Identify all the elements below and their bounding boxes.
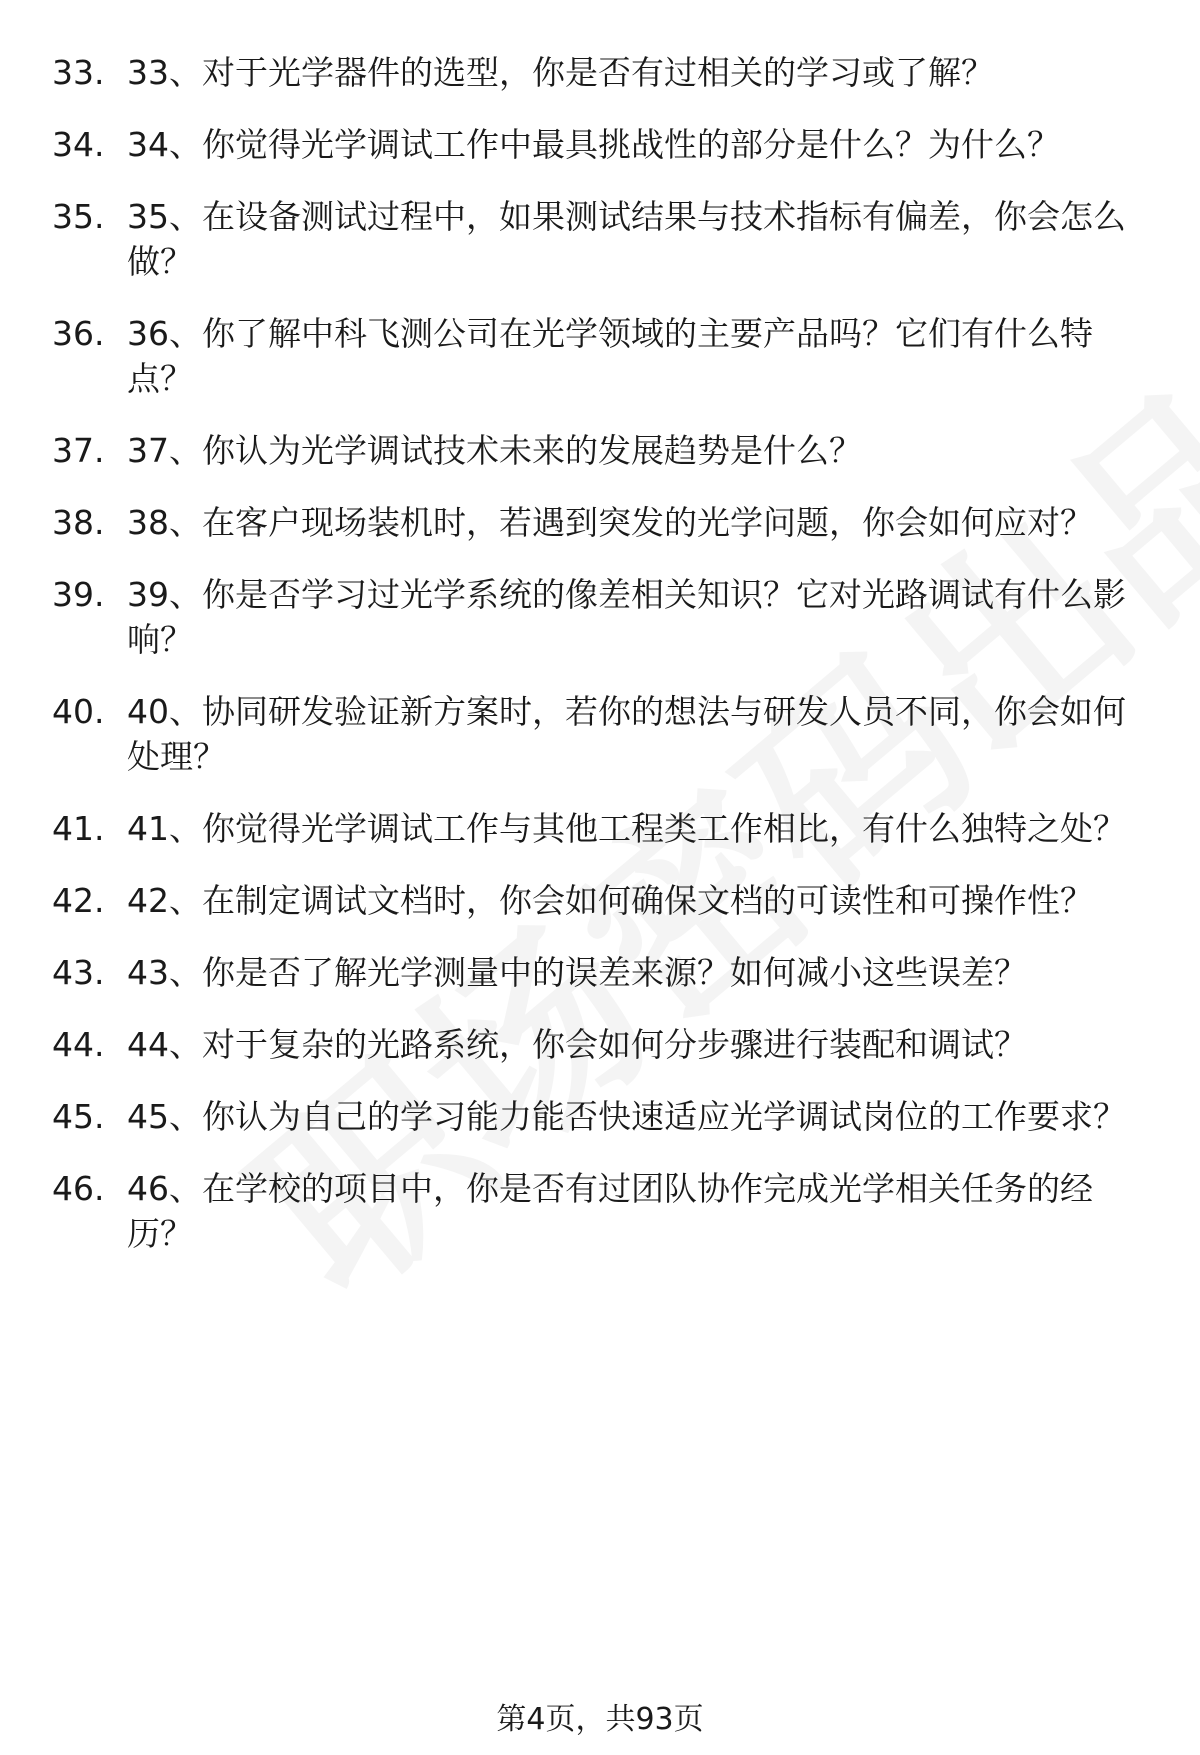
question-number: 36. [52,314,105,353]
question-list [0,50,1200,1283]
question-text: 33、对于光学器件的选型，你是否有过相关的学习或了解？ [127,53,994,92]
question-number: 45. [52,1097,105,1136]
question-text: 43、你是否了解光学测量中的误差来源？如何减小这些误差？ [127,953,1027,992]
list-item [0,950,1200,995]
list-item [0,1094,1200,1139]
question-number: 40. [52,692,105,731]
list-item [0,1022,1200,1067]
question-text: 36、你了解中科飞测公司在光学领域的主要产品吗？它们有什么特点？ [127,314,1093,398]
list-item [0,878,1200,923]
list-item [0,428,1200,473]
question-number: 41. [52,809,105,848]
question-text: 34、你觉得光学调试工作中最具挑战性的部分是什么？为什么？ [127,125,1060,164]
question-text: 39、你是否学习过光学系统的像差相关知识？它对光路调试有什么影响？ [127,575,1126,659]
question-number: 46. [52,1169,105,1208]
question-text: 38、在客户现场装机时，若遇到突发的光学问题，你会如何应对？ [127,503,1093,542]
list-item [0,1166,1200,1256]
question-number: 43. [52,953,105,992]
question-number: 38. [52,503,105,542]
list-item [0,806,1200,851]
question-number: 39. [52,575,105,614]
question-number: 33. [52,53,105,92]
question-number: 35. [52,197,105,236]
list-item [0,500,1200,545]
question-text: 44、对于复杂的光路系统，你会如何分步骤进行装配和调试？ [127,1025,1027,1064]
question-number: 44. [52,1025,105,1064]
list-item [0,311,1200,401]
question-number: 34. [52,125,105,164]
list-item [0,50,1200,95]
page-number: 第4页，共93页 [496,1702,704,1737]
question-text: 46、在学校的项目中，你是否有过团队协作完成光学相关任务的经历？ [127,1169,1093,1253]
question-text: 35、在设备测试过程中，如果测试结果与技术指标有偏差，你会怎么做？ [127,197,1126,281]
list-item [0,122,1200,167]
list-item [0,572,1200,662]
question-number: 37. [52,431,105,470]
question-text: 41、你觉得光学调试工作与其他工程类工作相比，有什么独特之处？ [127,809,1126,848]
question-text: 40、协同研发验证新方案时，若你的想法与研发人员不同，你会如何处理？ [127,692,1126,776]
question-text: 45、你认为自己的学习能力能否快速适应光学调试岗位的工作要求？ [127,1097,1126,1136]
list-item [0,194,1200,284]
question-text: 37、你认为光学调试技术未来的发展趋势是什么？ [127,431,862,470]
question-number: 42. [52,881,105,920]
question-text: 42、在制定调试文档时，你会如何确保文档的可读性和可操作性？ [127,881,1093,920]
list-item [0,689,1200,779]
